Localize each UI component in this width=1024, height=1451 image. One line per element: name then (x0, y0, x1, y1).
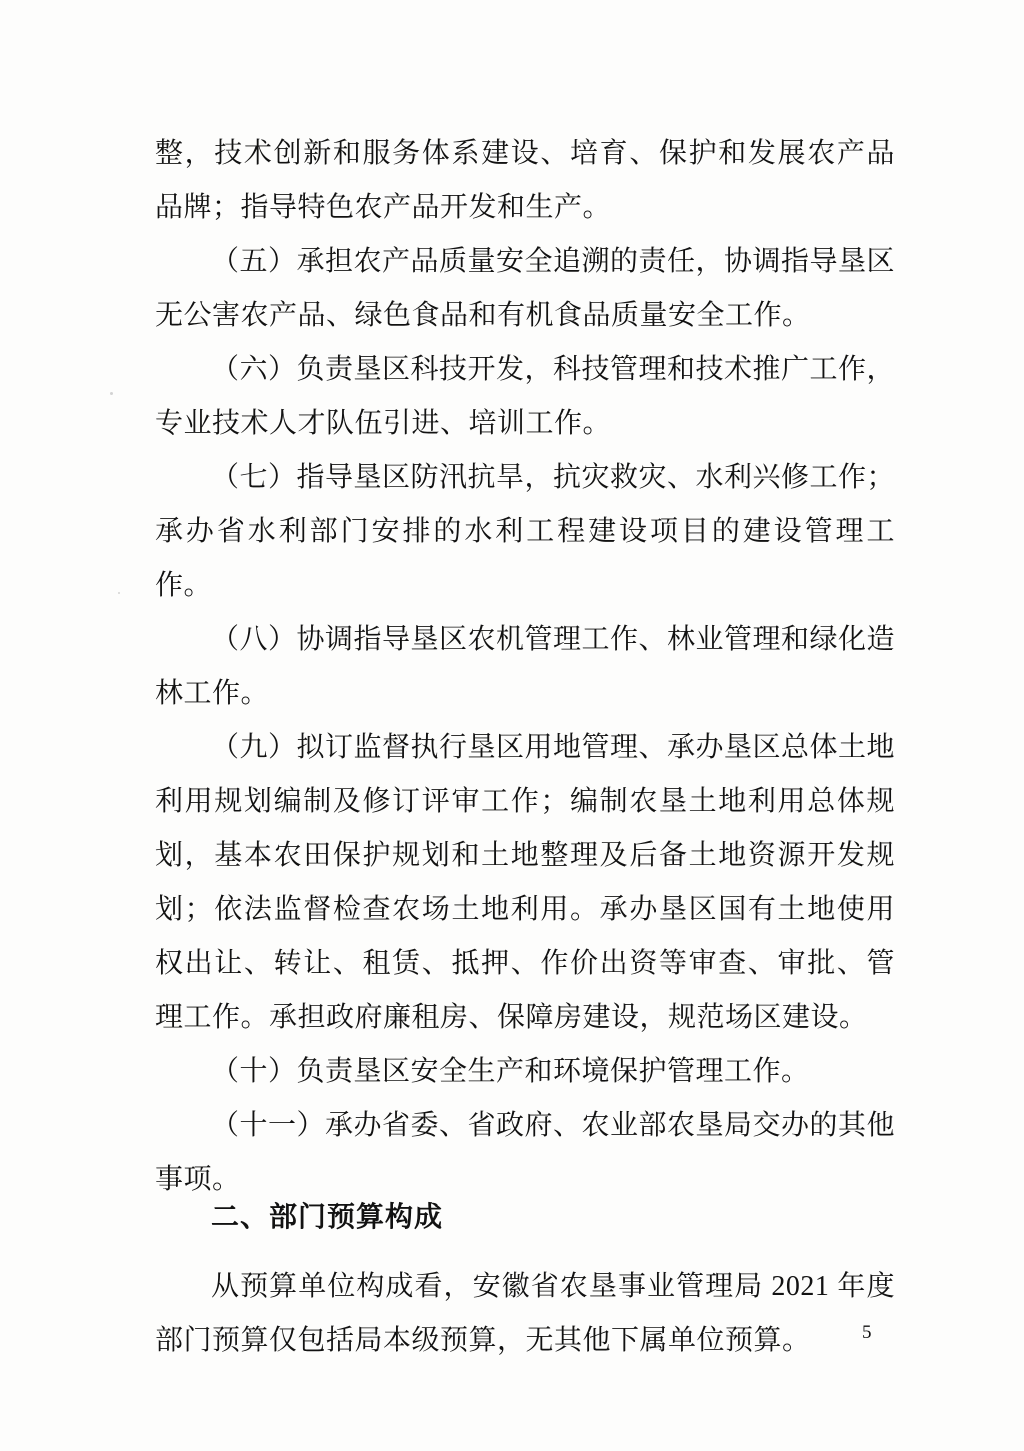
paragraph-item-6: （六）负责垦区科技开发，科技管理和技术推广工作，专业技术人才队伍引进、培训工作。 (155, 354, 896, 439)
paragraph-item-5: （五）承担农产品质量安全追溯的责任，协调指导垦区无公害农产品、绿色食品和有机食品质量安全工作。 (155, 246, 896, 331)
paragraph-budget-composition: 从预算单位构成看，安徽省农垦事业管理局 2021 年度部门预算仅包括局本级预算，无其他下属单位预算。 (155, 1271, 895, 1356)
scan-artifact (110, 392, 113, 395)
paragraph-item-7: （七）指导垦区防汛抗旱，抗灾救灾、水利兴修工作；承办省水利部门安排的水利工程建设项目的建设管理工作。 (155, 462, 896, 601)
paragraph-item-11: （十一）承办省委、省政府、农业部农垦局交办的其他事项。 (155, 1110, 896, 1195)
document-body (155, 127, 895, 1368)
section-heading: 二、部门预算构成 (211, 1201, 444, 1232)
paragraph-item-9: （九）拟订监督执行垦区用地管理、承办垦区总体土地利用规划编制及修订评审工作；编制农垦土地利用总体规划，基本农田保护规划和土地整理及后备土地资源开发规划；依法监督检查农场土地利用。承办垦区国有土地使用权出让、转让、租赁、抵押、作价出资等审查、审批、管理工作。承担政府廉租房、保障房建设，规范场区建设。 (155, 732, 896, 1033)
page-number: 5 (862, 1322, 872, 1343)
paragraph-item-10: （十）负责垦区安全生产和环境保护管理工作。 (211, 1056, 810, 1087)
paragraph-continuation: 整，技术创新和服务体系建设、培育、保护和发展农产品品牌；指导特色农产品开发和生产。 (155, 138, 895, 223)
paragraph-item-8: （八）协调指导垦区农机管理工作、林业管理和绿化造林工作。 (155, 624, 896, 709)
scan-artifact (118, 592, 120, 594)
